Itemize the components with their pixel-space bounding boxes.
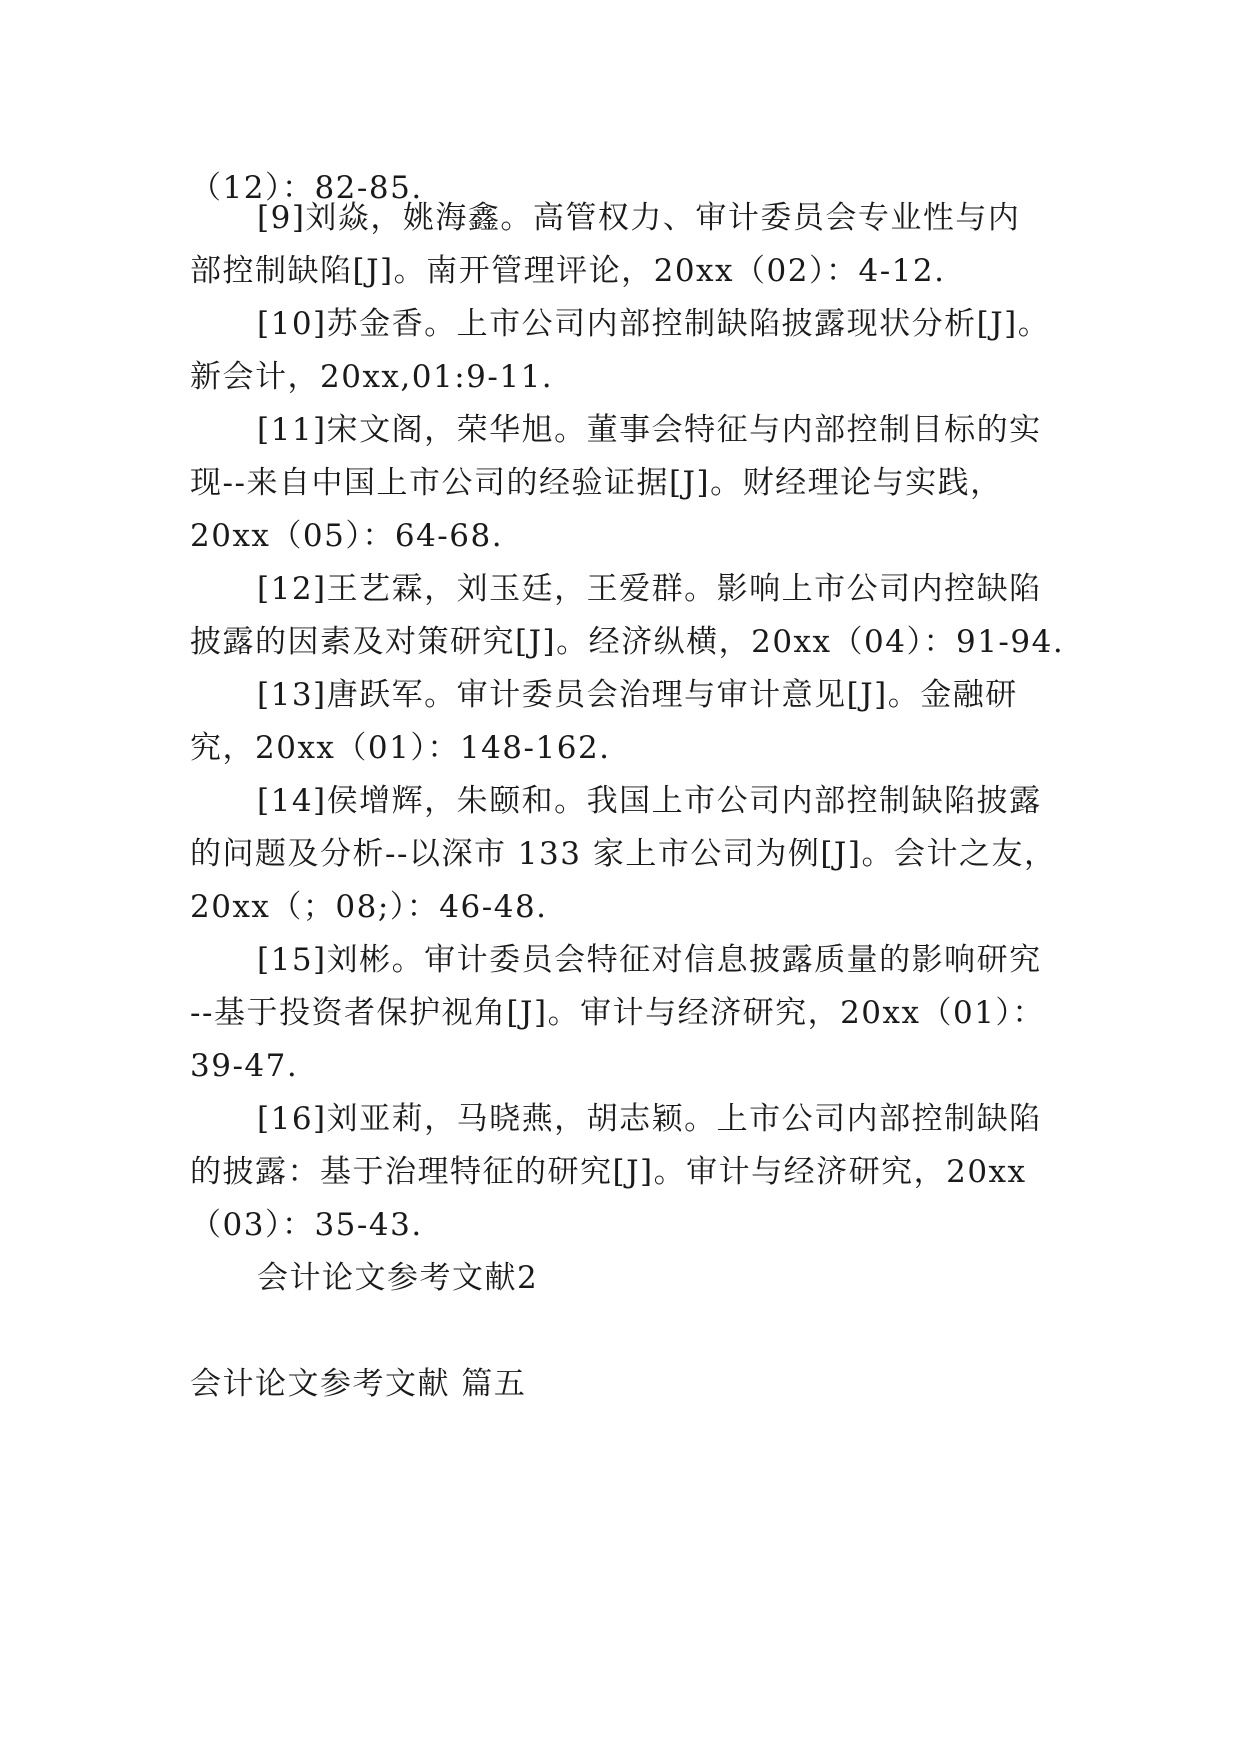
reference-11-line-3: 20xx（05）：64-68. <box>190 518 504 554</box>
reference-11-line-2: 现--来自中国上市公司的经验证据[J]。财经理论与实践， <box>190 465 1003 501</box>
reference-9-line-1: [9]刘焱，姚海鑫。高管权力、审计委员会专业性与内 <box>257 200 1021 236</box>
reference-13-line-1: [13]唐跃军。审计委员会治理与审计意见[J]。金融研 <box>257 677 1018 713</box>
reference-15-line-3: 39-47. <box>190 1048 299 1084</box>
reference-13-line-2: 究，20xx（01）：148-162. <box>190 730 611 766</box>
reference-16-line-1: [16]刘亚莉，马晓燕，胡志颖。上市公司内部控制缺陷 <box>257 1101 1042 1137</box>
reference-11-line-1: [11]宋文阁，荣华旭。董事会特征与内部控制目标的实 <box>257 412 1042 448</box>
reference-16-line-3: （03）：35-43. <box>190 1207 423 1243</box>
reference-14-line-1: [14]侯增辉，朱颐和。我国上市公司内部控制缺陷披露 <box>257 783 1042 819</box>
reference-10-line-1: [10]苏金香。上市公司内部控制缺陷披露现状分析[J]。 <box>257 306 1051 342</box>
text-line: （12）：82-85. <box>190 170 423 206</box>
section-title: 会计论文参考文献 篇五 <box>190 1366 527 1402</box>
reference-16-line-2: 的披露：基于治理特征的研究[J]。审计与经济研究，20xx <box>190 1154 1027 1190</box>
reference-9-line-2: 部控制缺陷[J]。南开管理评论，20xx（02）：4-12. <box>190 253 946 289</box>
reference-14-line-2: 的问题及分析--以深市 133 家上市公司为例[J]。会计之友， <box>190 836 1057 872</box>
section-heading: 会计论文参考文献2 <box>257 1260 539 1296</box>
reference-10-line-2: 新会计，20xx,01:9-11. <box>190 359 554 395</box>
reference-15-line-2: --基于投资者保护视角[J]。审计与经济研究，20xx（01）： <box>190 995 1045 1031</box>
reference-14-line-3: 20xx（；08;）：46-48. <box>190 889 548 925</box>
reference-12-line-1: [12]王艺霖，刘玉廷，王爱群。影响上市公司内控缺陷 <box>257 571 1042 607</box>
reference-12-line-2: 披露的因素及对策研究[J]。经济纵横，20xx（04）：91-94. <box>190 624 1065 660</box>
reference-15-line-1: [15]刘彬。审计委员会特征对信息披露质量的影响研究 <box>257 942 1042 978</box>
